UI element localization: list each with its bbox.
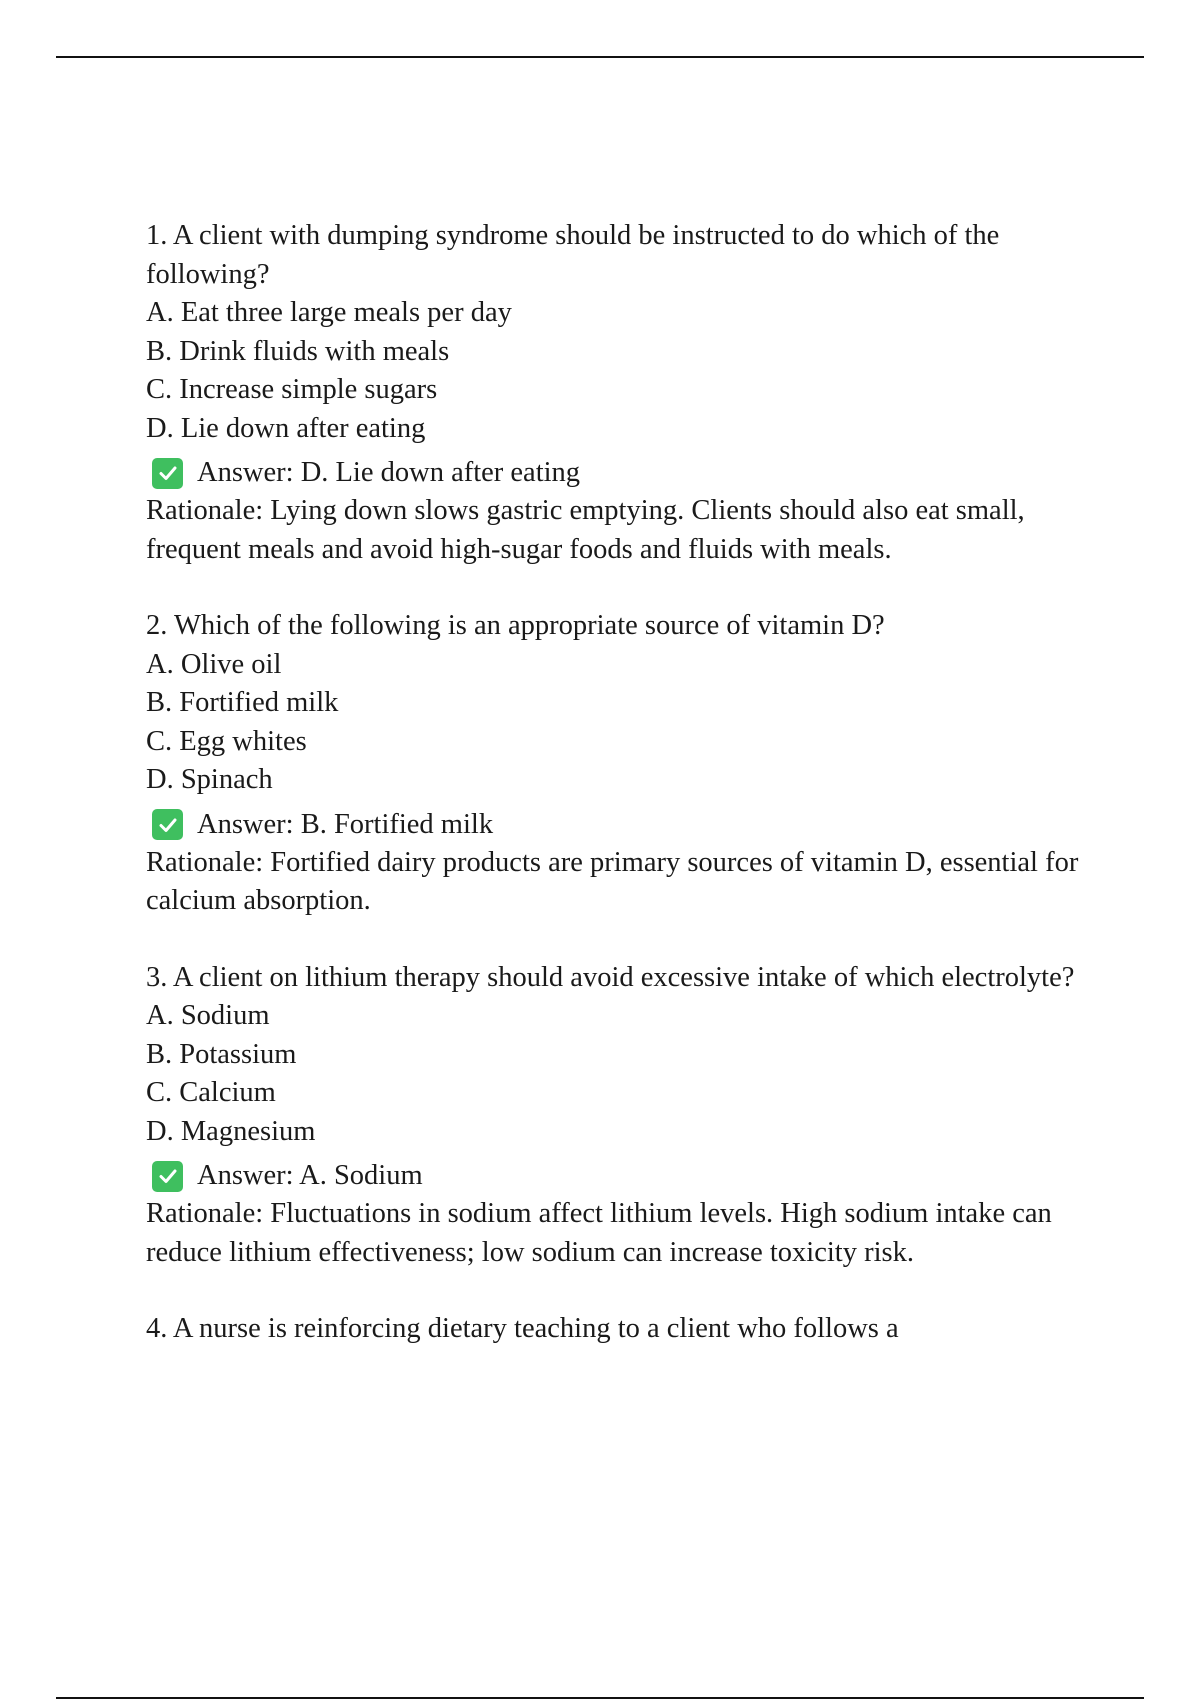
top-rule [56,56,1144,58]
question-stem: 4. A nurse is reinforcing dietary teaching to a client who follows a [146,1313,899,1344]
question-3 [146,959,1096,1273]
option-list [146,294,1096,448]
option-c: C. Calcium [146,1077,276,1108]
question-2 [146,607,1096,921]
option-a: A. Olive oil [146,648,282,680]
answer-text: Answer: B. Fortified milk [197,808,494,840]
check-mark-icon [152,1161,183,1192]
answer-line [146,454,1096,492]
question-4 [146,1310,1096,1349]
option-a: A. Sodium [146,1000,270,1031]
question-list [146,217,1096,1387]
option-c: C. Increase simple sugars [146,374,438,405]
question-stem: 1. A client with dumping syndrome should be instructed to do which of the following? [146,220,1000,290]
option-list [146,646,1096,800]
question-stem: 2. Which of the following is an appropriate source of vitamin D? [146,610,885,641]
rationale-text: Rationale: Fortified dairy products are primary sources of vitamin D, essential for calcium absorption. [146,846,1079,916]
answer-line [146,806,1096,844]
option-b: B. Fortified milk [146,687,339,718]
option-c: C. Egg whites [146,725,307,757]
option-d: D. Lie down after eating [146,412,426,444]
question-stem: 3. A client on lithium therapy should avoid excessive intake of which electrolyte? [146,961,1075,993]
option-a: A. Eat three large meals per day [146,297,512,328]
check-mark-icon [152,809,183,840]
answer-text: Answer: D. Lie down after eating [197,457,581,488]
rationale-text: Rationale: Fluctuations in sodium affect lithium levels. High sodium intake can reduce lithium effectiveness; low sodium can increase toxicity risk. [146,1198,1052,1268]
option-list [146,997,1096,1151]
question-1 [146,217,1096,569]
bottom-rule [56,1697,1144,1699]
option-b: B. Potassium [146,1038,297,1070]
option-d: D. Spinach [146,764,273,795]
answer-text: Answer: A. Sodium [197,1160,423,1191]
answer-line [146,1157,1096,1195]
option-b: B. Drink fluids with meals [146,335,450,367]
check-mark-icon [152,458,183,489]
option-d: D. Magnesium [146,1115,316,1147]
rationale-text: Rationale: Lying down slows gastric emptying. Clients should also eat small, frequent meals and avoid high-sugar foods and fluids with meals. [146,495,1025,565]
